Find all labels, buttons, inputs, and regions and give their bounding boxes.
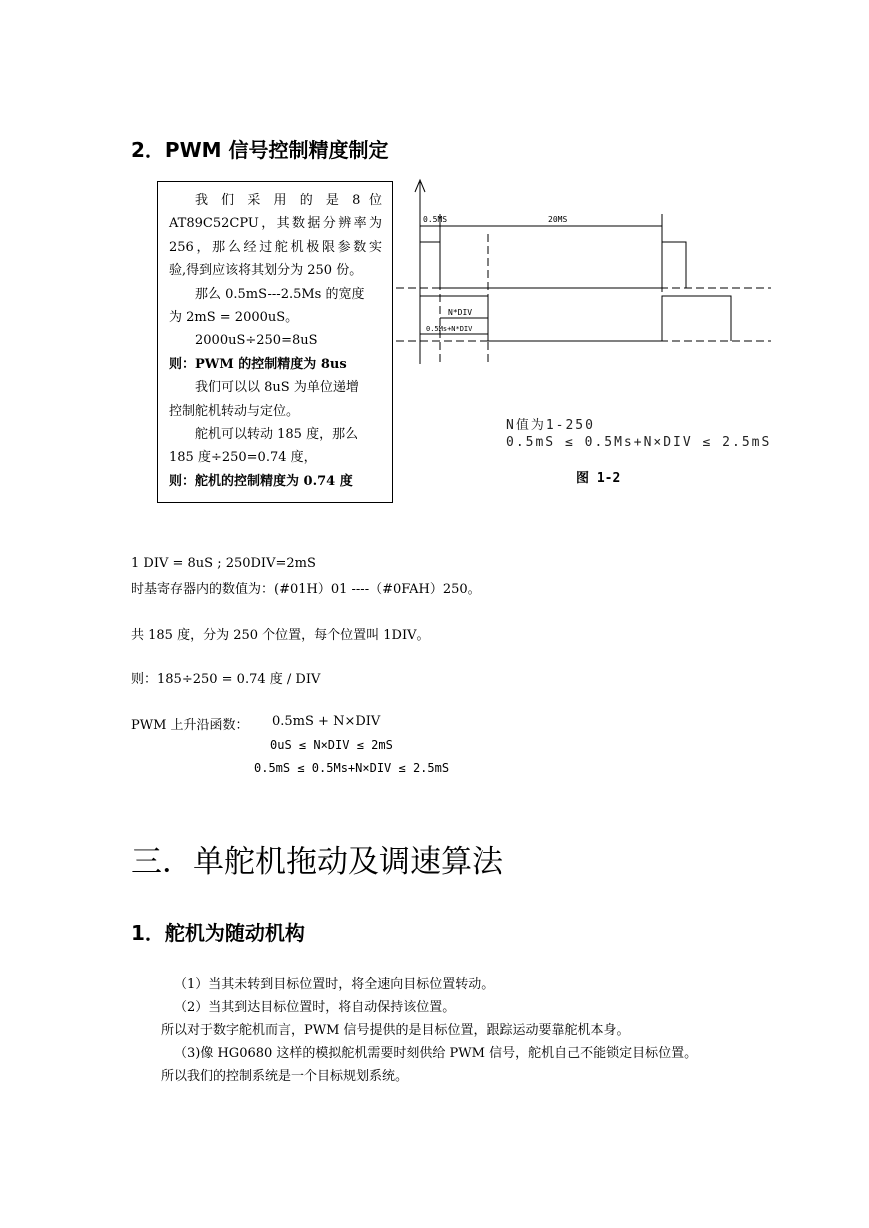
box-line: AT89C52CPU，其数据分辨率为 bbox=[169, 216, 382, 232]
paragraph-line: 所以对于数字舵机而言，PWM 信号提供的是目标位置，跟踪运动要靠舵机本身。 bbox=[161, 1023, 630, 1038]
note-n-range: N值为1-250 bbox=[506, 418, 595, 433]
box-line: 我们可以以 8uS 为单位递增 bbox=[195, 380, 359, 396]
per-div: 则：185÷250 = 0.74 度 / DIV bbox=[131, 672, 321, 687]
figure-caption: 图 1-2 bbox=[576, 471, 621, 486]
section-heading: 2．PWM 信号控制精度制定 bbox=[131, 138, 389, 162]
box-line: 验,得到应该将其划分为 250 份。 bbox=[169, 263, 363, 279]
timer-register: 时基寄存器内的数值为：(#01H）01 ----（#0FAH）250。 bbox=[131, 582, 481, 597]
label-20ms: 20MS bbox=[548, 215, 568, 224]
box-line: 则：PWM 的控制精度为 8us bbox=[169, 356, 347, 372]
range-1: 0uS ≤ N×DIV ≤ 2mS bbox=[270, 738, 393, 752]
list-item: （2）当其到达目标位置时，将自动保持该位置。 bbox=[174, 1000, 456, 1015]
box-line: 舵机可以转动 185 度，那么 bbox=[195, 427, 359, 443]
div-definition: 1 DIV = 8uS ; 250DIV=2mS bbox=[131, 556, 316, 571]
box-line: 则：舵机的控制精度为 0.74 度 bbox=[169, 473, 353, 489]
box-line: 那么 0.5mS---2.5Ms 的宽度 bbox=[195, 286, 365, 302]
paragraph-line: 所以我们的控制系统是一个目标规划系统。 bbox=[161, 1069, 409, 1084]
box-line: 185 度÷250=0.74 度， bbox=[169, 450, 317, 466]
box-line: 为 2mS = 2000uS。 bbox=[169, 310, 299, 326]
pwm-rise-label: PWM 上升沿函数： bbox=[131, 718, 249, 733]
list-item: （1）当其未转到目标位置时，将全速向目标位置转动。 bbox=[174, 977, 495, 992]
note-formula: 0.5mS ≤ 0.5Ms+N×DIV ≤ 2.5mS bbox=[506, 435, 772, 450]
pwm-rise-formula: 0.5mS + N×DIV bbox=[272, 714, 381, 729]
total-degrees: 共 185 度，分为 250 个位置，每个位置叫 1DIV。 bbox=[131, 628, 430, 643]
box-line: 我 们 采 用 的 是 8 位 bbox=[195, 193, 382, 208]
box-line: 2000uS÷250=8uS bbox=[195, 333, 318, 349]
range-2: 0.5mS ≤ 0.5Ms+N×DIV ≤ 2.5mS bbox=[254, 761, 450, 775]
box-line: 控制舵机转动与定位。 bbox=[169, 403, 300, 419]
chapter-heading: 三．单舵机拖动及调速算法 bbox=[131, 844, 503, 880]
label-05ms-ndiv: 0.5Ms+N*DIV bbox=[426, 325, 473, 333]
box-line: 256，那么经过舵机极限参数实 bbox=[169, 239, 382, 255]
explanation-box bbox=[157, 181, 393, 503]
label-05ms: 0.5MS bbox=[423, 215, 448, 224]
section-heading: 1．舵机为随动机构 bbox=[131, 921, 305, 945]
label-ndiv: N*DIV bbox=[448, 308, 473, 317]
pulse-top bbox=[420, 242, 686, 288]
list-item: （3)像 HG0680 这样的模拟舵机需要时刻供给 PWM 信号，舵机自己不能锁定目标位置。 bbox=[174, 1046, 698, 1061]
